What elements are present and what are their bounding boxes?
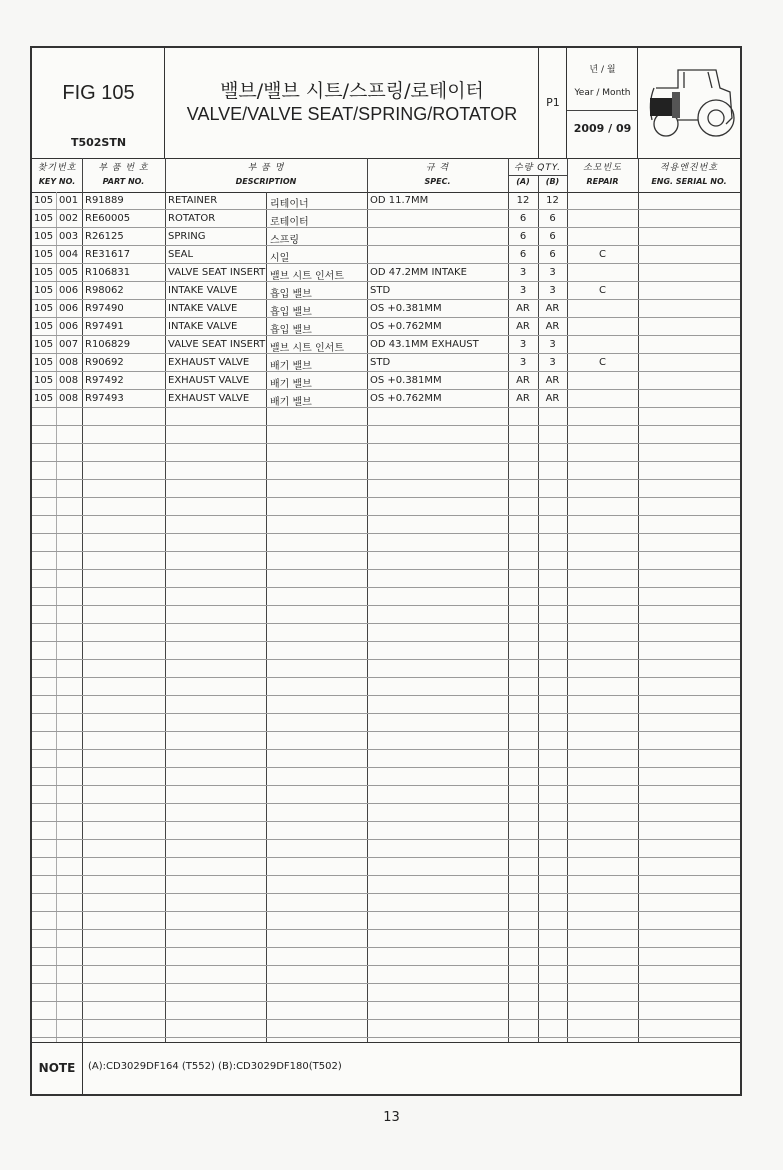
col-part-english: PART NO. xyxy=(102,177,145,186)
table-row xyxy=(32,390,740,408)
row-qty-b: 3 xyxy=(549,267,556,278)
row-key-number: 006 xyxy=(59,321,79,332)
figure-box xyxy=(32,48,165,158)
row-qty-b: AR xyxy=(545,303,560,314)
table-row xyxy=(32,210,740,228)
empty-table-row xyxy=(32,750,740,768)
row-spec: OS +0.381MM xyxy=(370,303,442,314)
col-desc-english: DESCRIPTION xyxy=(235,177,297,186)
row-key-number: 003 xyxy=(59,231,79,242)
empty-table-row xyxy=(32,966,740,984)
row-qty-a: AR xyxy=(516,303,530,314)
date-value: 2009 / 09 xyxy=(573,122,632,135)
table-row xyxy=(32,354,740,372)
col-key-english: KEY NO. xyxy=(38,177,76,186)
row-fig: 105 xyxy=(34,249,54,260)
row-description-korean: 배기 밸브 xyxy=(270,361,312,372)
row-qty-a: 6 xyxy=(519,231,527,242)
sheet-header xyxy=(32,48,740,159)
row-part-number: R106831 xyxy=(85,267,131,278)
model-code: T502STN xyxy=(70,136,127,149)
row-spec: OS +0.762MM xyxy=(370,321,442,332)
empty-table-row xyxy=(32,480,740,498)
empty-table-row xyxy=(32,858,740,876)
col-qty-b: (B) xyxy=(545,177,560,186)
page-number: 13 xyxy=(383,1110,400,1125)
row-fig: 105 xyxy=(34,357,54,368)
empty-table-row xyxy=(32,444,740,462)
row-part-number: R97493 xyxy=(85,393,124,404)
empty-table-row xyxy=(32,606,740,624)
row-fig: 105 xyxy=(34,321,54,332)
row-description-english: EXHAUST VALVE xyxy=(168,375,250,386)
row-description-korean: 스프링 xyxy=(270,235,299,246)
row-qty-b: AR xyxy=(545,321,560,332)
row-qty-a: AR xyxy=(516,375,530,386)
row-key-number: 002 xyxy=(59,213,79,224)
empty-table-row xyxy=(32,462,740,480)
date-label-korean: 년 / 월 xyxy=(589,65,616,75)
row-qty-b: 3 xyxy=(549,357,556,368)
row-repair: C xyxy=(599,249,606,260)
row-qty-b: AR xyxy=(545,375,560,386)
empty-table-row xyxy=(32,786,740,804)
table-row xyxy=(32,336,740,354)
row-fig: 105 xyxy=(34,339,54,350)
row-part-number: RE31617 xyxy=(85,249,131,260)
row-qty-b: 3 xyxy=(549,339,556,350)
empty-table-row xyxy=(32,930,740,948)
row-key-number: 004 xyxy=(59,249,79,260)
empty-table-row xyxy=(32,894,740,912)
row-key-number: 005 xyxy=(59,267,79,278)
note-text: (A):CD3029DF164 (T552) (B):CD3029DF180(T502) xyxy=(88,1061,342,1072)
empty-table-row xyxy=(32,696,740,714)
note-section xyxy=(32,1042,740,1095)
row-qty-b: 3 xyxy=(549,285,556,296)
table-row xyxy=(32,246,740,264)
row-part-number: RE60005 xyxy=(85,213,131,224)
row-repair: C xyxy=(599,357,606,368)
row-spec: OS +0.381MM xyxy=(370,375,442,386)
row-qty-a: 3 xyxy=(519,339,527,350)
row-description-english: ROTATOR xyxy=(168,213,216,224)
row-part-number: R106829 xyxy=(85,339,131,350)
table-row xyxy=(32,264,740,282)
row-fig: 105 xyxy=(34,267,54,278)
col-serial-english: ENG. SERIAL NO. xyxy=(651,177,727,186)
empty-table-row xyxy=(32,588,740,606)
row-key-number: 001 xyxy=(59,195,79,206)
empty-table-row xyxy=(32,876,740,894)
empty-table-row xyxy=(32,660,740,678)
row-description-korean: 흡입 밸브 xyxy=(270,325,312,336)
title-box xyxy=(165,48,539,158)
row-fig: 105 xyxy=(34,195,54,206)
col-key-korean: 찾기번호 xyxy=(37,163,77,173)
row-qty-b: 6 xyxy=(549,213,556,224)
table-row xyxy=(32,228,740,246)
row-description-english: SPRING xyxy=(168,231,206,242)
row-description-korean: 로테이터 xyxy=(270,217,309,228)
col-qty-a: (A) xyxy=(516,177,530,186)
title-korean: 밸브/밸브 시트/스프링/로테이터 xyxy=(220,80,484,102)
row-description-english: EXHAUST VALVE xyxy=(168,393,250,404)
row-key-number: 006 xyxy=(59,285,79,296)
empty-table-row xyxy=(32,498,740,516)
row-part-number: R90692 xyxy=(85,357,124,368)
row-spec: OS +0.762MM xyxy=(370,393,442,404)
row-fig: 105 xyxy=(34,285,54,296)
col-serial-korean: 적용엔진번호 xyxy=(659,163,719,173)
row-qty-b: AR xyxy=(545,393,560,404)
row-description-english: SEAL xyxy=(168,249,194,260)
col-spec-korean: 규 격 xyxy=(425,163,450,173)
row-description-korean: 흡입 밸브 xyxy=(270,307,312,318)
row-description-korean: 밸브 시트 인서트 xyxy=(270,271,344,282)
empty-table-row xyxy=(32,570,740,588)
empty-table-row xyxy=(32,840,740,858)
empty-table-row xyxy=(32,678,740,696)
row-description-english: EXHAUST VALVE xyxy=(168,357,250,368)
row-description-korean: 배기 밸브 xyxy=(270,379,312,390)
empty-table-row xyxy=(32,732,740,750)
column-header-row xyxy=(32,158,740,193)
row-repair: C xyxy=(599,285,606,296)
row-part-number: R97490 xyxy=(85,303,124,314)
row-fig: 105 xyxy=(34,375,54,386)
row-spec: OD 43.1MM EXHAUST xyxy=(370,339,479,350)
row-key-number: 007 xyxy=(59,339,79,350)
parts-table xyxy=(32,192,740,1042)
empty-table-row xyxy=(32,408,740,426)
empty-table-row xyxy=(32,426,740,444)
date-label-english: Year / Month xyxy=(574,88,631,98)
row-qty-a: 6 xyxy=(519,249,527,260)
row-part-number: R26125 xyxy=(85,231,124,242)
row-qty-a: 6 xyxy=(519,213,527,224)
row-spec: OD 47.2MM INTAKE xyxy=(370,267,467,278)
empty-table-row xyxy=(32,768,740,786)
row-spec: STD xyxy=(370,357,391,368)
row-part-number: R97492 xyxy=(85,375,124,386)
col-repair-english: REPAIR xyxy=(586,177,619,186)
row-fig: 105 xyxy=(34,393,54,404)
page-label: P1 xyxy=(546,96,560,109)
figure-number: FIG 105 xyxy=(62,82,135,104)
row-description-english: INTAKE VALVE xyxy=(168,303,238,314)
row-qty-a: AR xyxy=(516,393,530,404)
empty-table-row xyxy=(32,912,740,930)
page-box xyxy=(539,48,567,158)
col-repair-korean: 소모빈도 xyxy=(583,163,622,173)
row-key-number: 008 xyxy=(59,357,79,368)
empty-table-row xyxy=(32,822,740,840)
empty-table-row xyxy=(32,624,740,642)
table-row xyxy=(32,282,740,300)
col-desc-korean: 부 품 명 xyxy=(247,163,285,173)
row-description-korean: 밸브 시트 인서트 xyxy=(270,343,344,354)
date-divider xyxy=(567,110,638,111)
empty-table-row xyxy=(32,516,740,534)
row-fig: 105 xyxy=(34,303,54,314)
row-description-english: VALVE SEAT INSERT xyxy=(168,267,266,278)
row-fig: 105 xyxy=(34,213,54,224)
col-qty-label: 수량 QTY. xyxy=(513,163,562,173)
empty-table-row xyxy=(32,1020,740,1038)
empty-table-row xyxy=(32,534,740,552)
row-description-korean: 리테이너 xyxy=(270,199,309,210)
empty-table-row xyxy=(32,714,740,732)
row-qty-a: 3 xyxy=(519,267,527,278)
date-box xyxy=(567,48,638,158)
row-description-korean: 시일 xyxy=(270,253,290,264)
table-row xyxy=(32,300,740,318)
row-qty-b: 6 xyxy=(549,249,556,260)
row-description-english: RETAINER xyxy=(168,195,218,206)
parts-sheet xyxy=(30,46,742,1096)
table-row xyxy=(32,372,740,390)
row-qty-b: 12 xyxy=(546,195,559,206)
empty-table-row xyxy=(32,1002,740,1020)
row-description-korean: 배기 밸브 xyxy=(270,397,312,408)
row-key-number: 008 xyxy=(59,393,79,404)
row-fig: 105 xyxy=(34,231,54,242)
row-description-english: INTAKE VALVE xyxy=(168,285,238,296)
row-spec: OD 11.7MM xyxy=(370,195,429,206)
row-qty-b: 6 xyxy=(549,231,556,242)
tractor-icon xyxy=(638,48,740,158)
row-part-number: R91889 xyxy=(85,195,124,206)
row-key-number: 008 xyxy=(59,375,79,386)
note-label: NOTE xyxy=(32,1043,83,1095)
row-description-english: INTAKE VALVE xyxy=(168,321,238,332)
empty-table-row xyxy=(32,948,740,966)
col-part-korean: 부 품 번 호 xyxy=(98,163,149,173)
row-part-number: R98062 xyxy=(85,285,124,296)
row-qty-a: 12 xyxy=(516,195,530,206)
table-row xyxy=(32,192,740,210)
row-qty-a: AR xyxy=(516,321,530,332)
row-qty-a: 3 xyxy=(519,285,527,296)
table-row xyxy=(32,318,740,336)
row-description-korean: 흡입 밸브 xyxy=(270,289,312,300)
title-english: VALVE/VALVE SEAT/SPRING/ROTATOR xyxy=(186,104,518,124)
row-description-english: VALVE SEAT INSERT xyxy=(168,339,266,350)
empty-table-row xyxy=(32,804,740,822)
empty-table-row xyxy=(32,642,740,660)
row-spec: STD xyxy=(370,285,391,296)
row-part-number: R97491 xyxy=(85,321,124,332)
row-qty-a: 3 xyxy=(519,357,527,368)
row-key-number: 006 xyxy=(59,303,79,314)
col-spec-english: SPEC. xyxy=(424,177,451,186)
empty-table-row xyxy=(32,552,740,570)
empty-table-row xyxy=(32,984,740,1002)
